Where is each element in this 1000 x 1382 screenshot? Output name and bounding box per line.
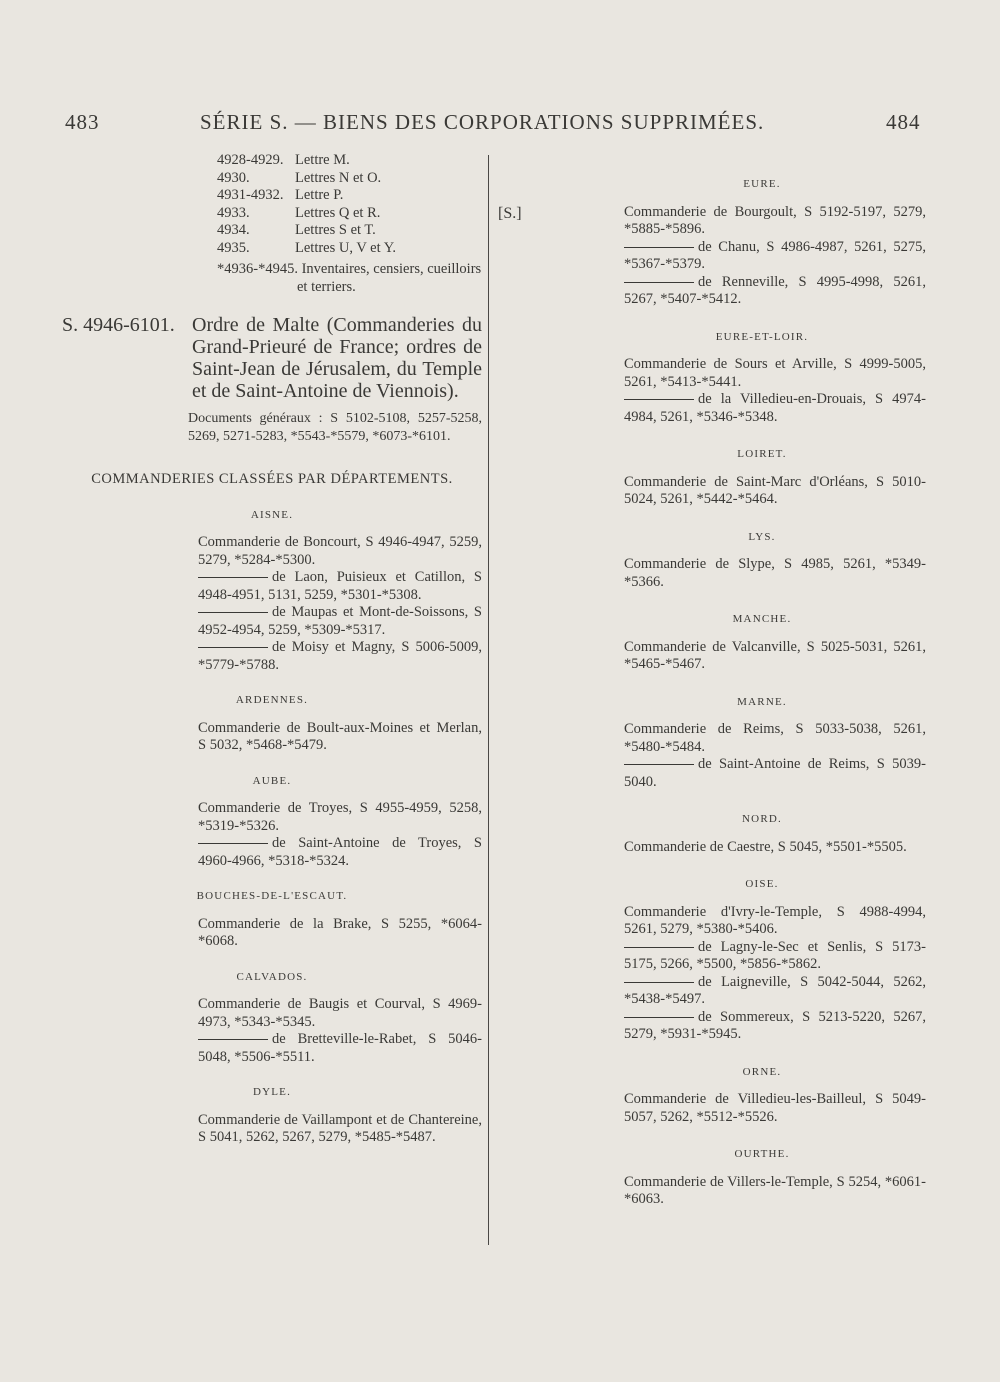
malte-entry: [62, 314, 482, 402]
entry: Commanderie de Vaillampont et de Chantereine, S 5041, 5262, 5267, 5279, *5485-*5487.: [198, 1111, 482, 1145]
entry-text: de Sommereux, S 5213-5220, 5267, 5279, *5931-*5945.: [624, 1008, 926, 1042]
dept-heading: LYS.: [748, 530, 776, 543]
series-text: Lettres S et T.: [295, 222, 376, 238]
entry-text: de Maupas et Mont-de-Soissons, S 4952-4954, 5259, *5309-*5317.: [198, 604, 482, 638]
entry-text: de Saint-Antoine de Reims, S 5039-5040.: [624, 756, 926, 790]
malte-code: S. 4946-6101.: [62, 314, 175, 336]
entry-text: de Laon, Puisieux et Catillon, S 4948-4951, 5131, 5259, *5301-*5308.: [198, 569, 482, 603]
dept-entries: [62, 720, 482, 755]
entry: [198, 1031, 482, 1066]
dept-entries: [62, 996, 482, 1066]
entry-text: de Renneville, S 4995-4998, 5261, 5267, *5407-*5412.: [624, 273, 926, 307]
ditto-dash: [198, 1039, 268, 1040]
general-documents: Documents généraux : S 5102-5108, 5257-5258, 5269, 5271-5283, *5543-*5579, *6073-*6101.: [188, 411, 482, 444]
series-text: Lettres Q et R.: [295, 204, 381, 221]
entry-text: de la Villedieu-en-Drouais, S 4974-4984, 5261, *5346-*5348.: [624, 391, 926, 425]
series-code: 4928-4929.: [217, 152, 284, 168]
entry: [498, 1009, 926, 1044]
ditto-dash: [624, 982, 694, 983]
entry: Commanderie de Caestre, S 5045, *5501-*5505.: [624, 838, 907, 855]
series-row: [217, 152, 482, 170]
series-bracket: [S.]: [498, 205, 522, 222]
dept-entries: [62, 800, 482, 870]
dept-heading: OISE.: [745, 878, 779, 890]
entry-text: de Saint-Antoine de Troyes, S 4960-4966, *5318-*5324.: [198, 835, 482, 869]
dept-heading: BOUCHES-DE-L'ESCAUT.: [196, 890, 348, 902]
right-column: [498, 172, 926, 1209]
dept-heading: ORNE.: [742, 1065, 782, 1078]
entry: Commanderie de Boult-aux-Moines et Merlan, S 5032, *5468-*5479.: [198, 719, 482, 753]
dept-entries: [62, 1112, 482, 1147]
ditto-dash: [624, 1017, 694, 1018]
dept-heading: MANCHE.: [732, 613, 792, 625]
dept-heading: LOIRET.: [737, 448, 787, 460]
right-page-number: 484: [886, 110, 921, 134]
entry: [498, 274, 926, 309]
dept-heading: ARDENNES.: [235, 694, 309, 706]
entry: [498, 391, 926, 426]
entry: [198, 569, 482, 604]
entry: Commanderie d'Ivry-le-Temple, S 4988-4994, 5261, 5279, *5380-*5406.: [624, 903, 926, 937]
ditto-dash: [198, 577, 268, 578]
series-text: Lettres U, V et Y.: [295, 239, 396, 256]
series-code: 4933.: [217, 204, 250, 221]
series-row: [217, 205, 482, 223]
dept-heading: EURE.: [743, 178, 781, 190]
ditto-dash: [198, 843, 268, 844]
inventory-row: [217, 261, 482, 296]
ditto-dash: [624, 282, 694, 283]
entry: [498, 939, 926, 974]
dept-heading: MARNE.: [737, 695, 787, 708]
entry: Commanderie de Valcanville, S 5025-5031, 5261, *5465-*5467.: [624, 638, 926, 672]
entry: Commanderie de Baugis et Courval, S 4969-4973, *5343-*5345.: [198, 996, 482, 1030]
entry: Commanderie de Sours et Arville, S 4999-5005, 5261, *5413-*5441.: [624, 356, 926, 390]
series-code: 4934.: [217, 222, 250, 238]
series-row: [217, 240, 482, 258]
entry: Commanderie de Villedieu-les-Bailleul, S 5049-5057, 5262, *5512-*5526.: [624, 1091, 926, 1125]
ditto-dash: [624, 947, 694, 948]
dept-heading: AISNE.: [250, 508, 294, 521]
dept-entries: [62, 534, 482, 674]
series-row: [217, 170, 482, 188]
entry: Commanderie de Boncourt, S 4946-4947, 5259, 5279, *5284-*5300.: [198, 534, 482, 568]
left-page-number: 483: [65, 110, 100, 134]
dept-heading: AUBE.: [252, 774, 292, 787]
ditto-dash: [624, 247, 694, 248]
dept-heading: OURTHE.: [734, 1148, 790, 1160]
entry: [198, 639, 482, 674]
inventory-code: *4936-*4945.: [217, 261, 298, 277]
entry: [498, 239, 926, 274]
dept-entries: [62, 916, 482, 951]
dept-heading: DYLE.: [252, 1086, 292, 1098]
ditto-dash: [198, 647, 268, 648]
entry-text: de Bretteville-le-Rabet, S 5046-5048, *5506-*5511.: [198, 1031, 482, 1065]
series-row: [217, 222, 482, 240]
entry: Commanderie de la Brake, S 5255, *6064-*6068.: [198, 915, 482, 949]
malte-text: Ordre de Malte (Commanderies du Grand-Prieuré de France; ordres de Saint-Jean de Jérusalem, du Temple et de Saint-Antoine de Viennois).: [192, 314, 482, 402]
series-row: [217, 187, 482, 205]
entry: Commanderie de Saint-Marc d'Orléans, S 5010-5024, 5261, *5442-*5464.: [624, 473, 926, 507]
entry: [498, 974, 926, 1009]
dept-heading: CALVADOS.: [236, 970, 308, 983]
entry-text: de Chanu, S 4986-4987, 5261, 5275, *5367-*5379.: [624, 238, 926, 272]
inventory-text: Inventaires, censiers, cueilloirs et terriers.: [297, 261, 482, 295]
series-text: Lettre M.: [295, 152, 350, 168]
series-text: Lettres N et O.: [295, 169, 382, 186]
entry: Commanderie de Reims, S 5033-5038, 5261, *5480-*5484.: [624, 721, 926, 755]
entry: [198, 835, 482, 870]
series-text: Lettre P.: [295, 187, 344, 203]
ditto-dash: [624, 764, 694, 765]
series-list: [62, 152, 482, 296]
entry-text: de Moisy et Magny, S 5006-5009, *5779-*5788.: [198, 639, 482, 673]
entry: [198, 604, 482, 639]
series-code: 4930.: [217, 169, 250, 186]
entry: Commanderie de Slype, S 4985, 5261, *5349-*5366.: [624, 556, 926, 590]
dept-heading: EURE-ET-LOIR.: [715, 330, 809, 343]
entry: Commanderie de Villers-le-Temple, S 5254, *6061-*6063.: [624, 1173, 926, 1207]
entry: Commanderie de Bourgoult, S 5192-5197, 5279, *5885-*5896.: [624, 203, 926, 237]
series-code: 4935.: [217, 239, 250, 256]
dept-heading: NORD.: [742, 813, 782, 825]
series-code: 4931-4932.: [217, 187, 284, 203]
section-title: COMMANDERIES CLASSÉES PAR DÉPARTEMENTS.: [91, 471, 453, 487]
column-divider: [488, 155, 489, 1245]
left-column: [62, 152, 482, 1147]
ditto-dash: [198, 612, 268, 613]
ditto-dash: [624, 399, 694, 400]
entry: [498, 756, 926, 791]
running-title: SÉRIE S. — BIENS DES CORPORATIONS SUPPRIMÉES.: [200, 110, 765, 134]
entry-text: de Lagny-le-Sec et Senlis, S 5173-5175, 5266, *5500, *5856-*5862.: [624, 938, 926, 972]
entry-text: de Laigneville, S 5042-5044, 5262, *5438-*5497.: [624, 973, 926, 1007]
entry: Commanderie de Troyes, S 4955-4959, 5258, *5319-*5326.: [198, 800, 482, 834]
